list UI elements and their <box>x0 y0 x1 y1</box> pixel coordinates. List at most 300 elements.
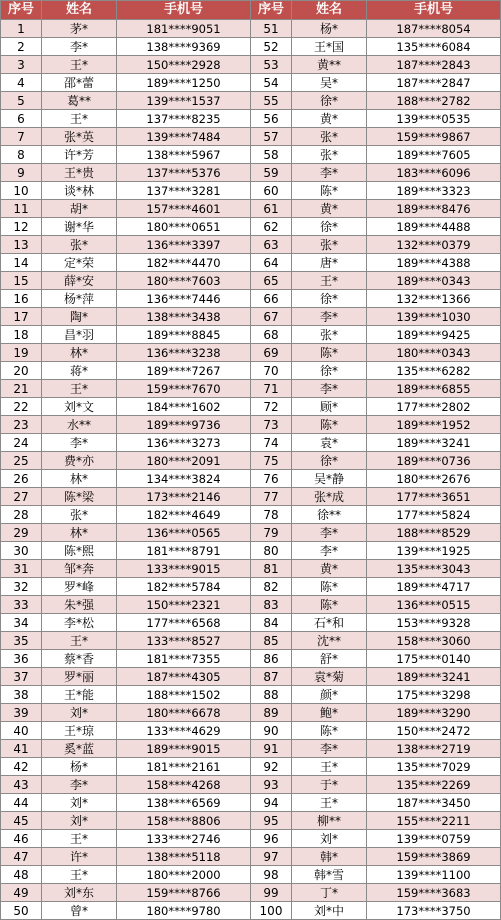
seq-cell: 9 <box>1 164 42 182</box>
table-row <box>1 704 501 722</box>
name-cell: 吴*静 <box>292 470 367 488</box>
seq-cell: 72 <box>251 398 292 416</box>
phone-cell: 189****8845 <box>117 326 251 344</box>
table-row <box>1 668 501 686</box>
seq-cell: 71 <box>251 380 292 398</box>
name-cell: 石*和 <box>292 614 367 632</box>
seq-cell: 48 <box>1 866 42 884</box>
table-body <box>1 20 501 920</box>
name-cell: 王* <box>42 56 117 74</box>
phone-cell: 180****2676 <box>367 470 501 488</box>
seq-cell: 29 <box>1 524 42 542</box>
seq-cell: 45 <box>1 812 42 830</box>
phone-cell: 139****0759 <box>367 830 501 848</box>
seq-cell: 8 <box>1 146 42 164</box>
seq-cell: 1 <box>1 20 42 38</box>
name-cell: 沈** <box>292 632 367 650</box>
phone-cell: 189****4388 <box>367 254 501 272</box>
phone-cell: 155****2211 <box>367 812 501 830</box>
table-row <box>1 380 501 398</box>
name-cell: 林* <box>42 470 117 488</box>
phone-cell: 189****3241 <box>367 434 501 452</box>
name-cell: 邵*蕾 <box>42 74 117 92</box>
phone-cell: 137****3281 <box>117 182 251 200</box>
phone-cell: 139****1100 <box>367 866 501 884</box>
name-cell: 徐** <box>292 506 367 524</box>
table-row <box>1 848 501 866</box>
phone-cell: 189****3290 <box>367 704 501 722</box>
table-row <box>1 902 501 920</box>
phone-cell: 189****6855 <box>367 380 501 398</box>
name-cell: 黄* <box>292 200 367 218</box>
phone-cell: 189****4488 <box>367 218 501 236</box>
seq-cell: 12 <box>1 218 42 236</box>
name-cell: 陈* <box>292 722 367 740</box>
name-cell: 张* <box>292 236 367 254</box>
phone-cell: 139****1537 <box>117 92 251 110</box>
seq-cell: 82 <box>251 578 292 596</box>
seq-cell: 76 <box>251 470 292 488</box>
seq-cell: 4 <box>1 74 42 92</box>
table-row <box>1 326 501 344</box>
table-row <box>1 200 501 218</box>
seq-cell: 78 <box>251 506 292 524</box>
name-cell: 颜* <box>292 686 367 704</box>
phone-cell: 189****9425 <box>367 326 501 344</box>
phone-cell: 157****4601 <box>117 200 251 218</box>
phone-cell: 188****2782 <box>367 92 501 110</box>
name-cell: 徐* <box>292 290 367 308</box>
phone-cell: 132****0379 <box>367 236 501 254</box>
name-cell: 王* <box>42 380 117 398</box>
phone-cell: 133****8527 <box>117 632 251 650</box>
seq-cell: 5 <box>1 92 42 110</box>
name-cell: 昌*羽 <box>42 326 117 344</box>
phone-cell: 177****5824 <box>367 506 501 524</box>
seq-cell: 43 <box>1 776 42 794</box>
seq-cell: 6 <box>1 110 42 128</box>
phone-cell: 181****9051 <box>117 20 251 38</box>
table-row <box>1 344 501 362</box>
phone-cell: 138****9369 <box>117 38 251 56</box>
header-seq: 序号 <box>1 1 42 20</box>
seq-cell: 38 <box>1 686 42 704</box>
name-cell: 徐* <box>292 452 367 470</box>
phone-cell: 138****2719 <box>367 740 501 758</box>
seq-cell: 50 <box>1 902 42 920</box>
table-row <box>1 488 501 506</box>
name-cell: 丁* <box>292 884 367 902</box>
name-cell: 罗*丽 <box>42 668 117 686</box>
table-row <box>1 452 501 470</box>
seq-cell: 84 <box>251 614 292 632</box>
table-row <box>1 812 501 830</box>
table-row <box>1 560 501 578</box>
name-cell: 谈*林 <box>42 182 117 200</box>
seq-cell: 44 <box>1 794 42 812</box>
table-row <box>1 182 501 200</box>
phone-cell: 135****3043 <box>367 560 501 578</box>
seq-cell: 25 <box>1 452 42 470</box>
table-row <box>1 632 501 650</box>
phone-cell: 177****3651 <box>367 488 501 506</box>
header-phone-2: 手机号 <box>367 1 501 20</box>
seq-cell: 74 <box>251 434 292 452</box>
seq-cell: 39 <box>1 704 42 722</box>
phone-cell: 138****3438 <box>117 308 251 326</box>
seq-cell: 35 <box>1 632 42 650</box>
name-cell: 李* <box>292 542 367 560</box>
name-cell: 王* <box>42 632 117 650</box>
name-cell: 许*芳 <box>42 146 117 164</box>
name-cell: 李* <box>292 308 367 326</box>
seq-cell: 22 <box>1 398 42 416</box>
name-cell: 王*国 <box>292 38 367 56</box>
name-cell: 胡* <box>42 200 117 218</box>
seq-cell: 97 <box>251 848 292 866</box>
phone-cell: 183****6096 <box>367 164 501 182</box>
seq-cell: 51 <box>251 20 292 38</box>
table-row <box>1 38 501 56</box>
name-cell: 李* <box>292 164 367 182</box>
name-cell: 奚*蓝 <box>42 740 117 758</box>
phone-cell: 135****6282 <box>367 362 501 380</box>
name-cell: 谢*华 <box>42 218 117 236</box>
seq-cell: 70 <box>251 362 292 380</box>
table-row <box>1 506 501 524</box>
seq-cell: 40 <box>1 722 42 740</box>
phone-cell: 159****7670 <box>117 380 251 398</box>
seq-cell: 79 <box>251 524 292 542</box>
phone-cell: 182****4649 <box>117 506 251 524</box>
seq-cell: 95 <box>251 812 292 830</box>
seq-cell: 63 <box>251 236 292 254</box>
phone-cell: 135****6084 <box>367 38 501 56</box>
name-cell: 王* <box>42 830 117 848</box>
phone-cell: 135****7029 <box>367 758 501 776</box>
name-cell: 于* <box>292 776 367 794</box>
phone-cell: 135****2269 <box>367 776 501 794</box>
name-cell: 蒋* <box>42 362 117 380</box>
name-cell: 徐* <box>292 218 367 236</box>
table-row <box>1 470 501 488</box>
seq-cell: 20 <box>1 362 42 380</box>
phone-cell: 139****7484 <box>117 128 251 146</box>
phone-cell: 181****7355 <box>117 650 251 668</box>
name-cell: 水** <box>42 416 117 434</box>
seq-cell: 92 <box>251 758 292 776</box>
table-row <box>1 254 501 272</box>
seq-cell: 3 <box>1 56 42 74</box>
phone-cell: 159****3869 <box>367 848 501 866</box>
table-row <box>1 686 501 704</box>
phone-cell: 187****4305 <box>117 668 251 686</box>
name-cell: 张* <box>292 128 367 146</box>
phone-cell: 187****8054 <box>367 20 501 38</box>
table-row <box>1 578 501 596</box>
phone-cell: 189****0736 <box>367 452 501 470</box>
seq-cell: 68 <box>251 326 292 344</box>
seq-cell: 2 <box>1 38 42 56</box>
name-cell: 鲍* <box>292 704 367 722</box>
seq-cell: 27 <box>1 488 42 506</box>
seq-cell: 65 <box>251 272 292 290</box>
table-row <box>1 650 501 668</box>
name-cell: 蔡*香 <box>42 650 117 668</box>
header-name: 姓名 <box>42 1 117 20</box>
phone-cell: 188****8529 <box>367 524 501 542</box>
table-row <box>1 308 501 326</box>
phone-cell: 150****2321 <box>117 596 251 614</box>
name-cell: 黄** <box>292 56 367 74</box>
seq-cell: 7 <box>1 128 42 146</box>
seq-cell: 34 <box>1 614 42 632</box>
name-cell: 柳** <box>292 812 367 830</box>
phone-cell: 182****4470 <box>117 254 251 272</box>
phone-cell: 189****1250 <box>117 74 251 92</box>
name-cell: 邹*奔 <box>42 560 117 578</box>
name-cell: 刘* <box>292 830 367 848</box>
phone-cell: 173****2146 <box>117 488 251 506</box>
seq-cell: 91 <box>251 740 292 758</box>
name-cell: 陈* <box>292 416 367 434</box>
phone-cell: 133****2746 <box>117 830 251 848</box>
seq-cell: 32 <box>1 578 42 596</box>
name-cell: 杨* <box>292 20 367 38</box>
name-cell: 定*荣 <box>42 254 117 272</box>
seq-cell: 61 <box>251 200 292 218</box>
phone-cell: 189****9736 <box>117 416 251 434</box>
name-cell: 李*松 <box>42 614 117 632</box>
name-cell: 罗*峰 <box>42 578 117 596</box>
table-row <box>1 56 501 74</box>
table-row <box>1 866 501 884</box>
seq-cell: 30 <box>1 542 42 560</box>
seq-cell: 21 <box>1 380 42 398</box>
seq-cell: 83 <box>251 596 292 614</box>
phone-cell: 133****9015 <box>117 560 251 578</box>
phone-cell: 175****3298 <box>367 686 501 704</box>
seq-cell: 59 <box>251 164 292 182</box>
table-row <box>1 758 501 776</box>
name-cell: 袁*菊 <box>292 668 367 686</box>
table-row <box>1 740 501 758</box>
seq-cell: 99 <box>251 884 292 902</box>
phone-cell: 181****8791 <box>117 542 251 560</box>
phone-cell: 180****0651 <box>117 218 251 236</box>
seq-cell: 37 <box>1 668 42 686</box>
name-cell: 刘*中 <box>292 902 367 920</box>
seq-cell: 42 <box>1 758 42 776</box>
seq-cell: 90 <box>251 722 292 740</box>
name-cell: 张*成 <box>292 488 367 506</box>
table-row <box>1 290 501 308</box>
phone-cell: 136****7446 <box>117 290 251 308</box>
phone-cell: 136****0515 <box>367 596 501 614</box>
name-cell: 顾* <box>292 398 367 416</box>
phone-cell: 180****7603 <box>117 272 251 290</box>
phone-cell: 158****3060 <box>367 632 501 650</box>
seq-cell: 57 <box>251 128 292 146</box>
name-cell: 张* <box>292 326 367 344</box>
name-cell: 黄* <box>292 110 367 128</box>
phone-cell: 180****0343 <box>367 344 501 362</box>
phone-cell: 153****9328 <box>367 614 501 632</box>
name-cell: 袁* <box>292 434 367 452</box>
seq-cell: 18 <box>1 326 42 344</box>
phone-cell: 187****2847 <box>367 74 501 92</box>
phone-cell: 136****3273 <box>117 434 251 452</box>
name-cell: 陈* <box>292 596 367 614</box>
phone-cell: 139****0535 <box>367 110 501 128</box>
seq-cell: 11 <box>1 200 42 218</box>
name-cell: 刘*文 <box>42 398 117 416</box>
phone-cell: 189****0343 <box>367 272 501 290</box>
seq-cell: 77 <box>251 488 292 506</box>
seq-cell: 36 <box>1 650 42 668</box>
phone-cell: 138****6569 <box>117 794 251 812</box>
phone-cell: 189****1952 <box>367 416 501 434</box>
name-cell: 王* <box>292 794 367 812</box>
table-row <box>1 110 501 128</box>
seq-cell: 62 <box>251 218 292 236</box>
phone-cell: 180****2000 <box>117 866 251 884</box>
name-cell: 陈* <box>292 344 367 362</box>
phone-cell: 137****8235 <box>117 110 251 128</box>
seq-cell: 56 <box>251 110 292 128</box>
name-cell: 朱*强 <box>42 596 117 614</box>
seq-cell: 96 <box>251 830 292 848</box>
phone-cell: 187****3450 <box>367 794 501 812</box>
phone-cell: 159****9867 <box>367 128 501 146</box>
phone-cell: 138****5118 <box>117 848 251 866</box>
seq-cell: 33 <box>1 596 42 614</box>
name-cell: 张* <box>42 236 117 254</box>
seq-cell: 46 <box>1 830 42 848</box>
name-cell: 徐* <box>292 362 367 380</box>
name-cell: 王* <box>292 272 367 290</box>
phone-cell: 189****9015 <box>117 740 251 758</box>
phone-cell: 139****1030 <box>367 308 501 326</box>
phone-cell: 181****2161 <box>117 758 251 776</box>
name-cell: 李* <box>292 740 367 758</box>
seq-cell: 47 <box>1 848 42 866</box>
table-row <box>1 92 501 110</box>
seq-cell: 89 <box>251 704 292 722</box>
name-cell: 许* <box>42 848 117 866</box>
phone-cell: 189****4717 <box>367 578 501 596</box>
phone-cell: 132****1366 <box>367 290 501 308</box>
header-seq-2: 序号 <box>251 1 292 20</box>
phone-cell: 189****7605 <box>367 146 501 164</box>
phone-cell: 138****5967 <box>117 146 251 164</box>
name-cell: 刘* <box>42 812 117 830</box>
seq-cell: 41 <box>1 740 42 758</box>
seq-cell: 19 <box>1 344 42 362</box>
name-cell: 曾* <box>42 902 117 920</box>
seq-cell: 52 <box>251 38 292 56</box>
table-row <box>1 362 501 380</box>
table-row <box>1 416 501 434</box>
seq-cell: 81 <box>251 560 292 578</box>
name-cell: 陈*熙 <box>42 542 117 560</box>
name-cell: 林* <box>42 344 117 362</box>
seq-cell: 88 <box>251 686 292 704</box>
phone-cell: 180****6678 <box>117 704 251 722</box>
name-cell: 李* <box>292 524 367 542</box>
name-cell: 陈* <box>292 182 367 200</box>
seq-cell: 58 <box>251 146 292 164</box>
phone-cell: 139****1925 <box>367 542 501 560</box>
header-row <box>1 1 501 20</box>
phone-cell: 187****2843 <box>367 56 501 74</box>
seq-cell: 16 <box>1 290 42 308</box>
seq-cell: 80 <box>251 542 292 560</box>
seq-cell: 53 <box>251 56 292 74</box>
name-cell: 吴* <box>292 74 367 92</box>
name-cell: 李* <box>42 38 117 56</box>
phone-cell: 189****3323 <box>367 182 501 200</box>
seq-cell: 15 <box>1 272 42 290</box>
name-cell: 黄* <box>292 560 367 578</box>
table-row <box>1 20 501 38</box>
table-row <box>1 830 501 848</box>
name-cell: 徐* <box>292 92 367 110</box>
table-row <box>1 74 501 92</box>
seq-cell: 60 <box>251 182 292 200</box>
name-cell: 王* <box>42 110 117 128</box>
table-row <box>1 794 501 812</box>
seq-cell: 54 <box>251 74 292 92</box>
seq-cell: 17 <box>1 308 42 326</box>
phone-cell: 136****3397 <box>117 236 251 254</box>
name-cell: 杨*萍 <box>42 290 117 308</box>
seq-cell: 66 <box>251 290 292 308</box>
seq-cell: 67 <box>251 308 292 326</box>
seq-cell: 86 <box>251 650 292 668</box>
name-cell: 王* <box>292 758 367 776</box>
name-cell: 王*贵 <box>42 164 117 182</box>
seq-cell: 100 <box>251 902 292 920</box>
name-cell: 张* <box>42 506 117 524</box>
phone-cell: 188****1502 <box>117 686 251 704</box>
name-cell: 茅* <box>42 20 117 38</box>
name-cell: 李* <box>292 380 367 398</box>
phone-cell: 177****2802 <box>367 398 501 416</box>
seq-cell: 85 <box>251 632 292 650</box>
phone-cell: 158****8806 <box>117 812 251 830</box>
name-cell: 刘* <box>42 704 117 722</box>
table-row <box>1 272 501 290</box>
name-cell: 刘*东 <box>42 884 117 902</box>
seq-cell: 55 <box>251 92 292 110</box>
phone-cell: 150****2472 <box>367 722 501 740</box>
name-cell: 李* <box>42 434 117 452</box>
name-cell: 张*英 <box>42 128 117 146</box>
table-row <box>1 146 501 164</box>
header-phone: 手机号 <box>117 1 251 20</box>
table-row <box>1 524 501 542</box>
seq-cell: 49 <box>1 884 42 902</box>
phone-cell: 137****5376 <box>117 164 251 182</box>
table-row <box>1 884 501 902</box>
name-cell: 陶* <box>42 308 117 326</box>
seq-cell: 87 <box>251 668 292 686</box>
name-cell: 李* <box>42 776 117 794</box>
seq-cell: 94 <box>251 794 292 812</box>
phone-cell: 184****1602 <box>117 398 251 416</box>
phone-cell: 175****0140 <box>367 650 501 668</box>
